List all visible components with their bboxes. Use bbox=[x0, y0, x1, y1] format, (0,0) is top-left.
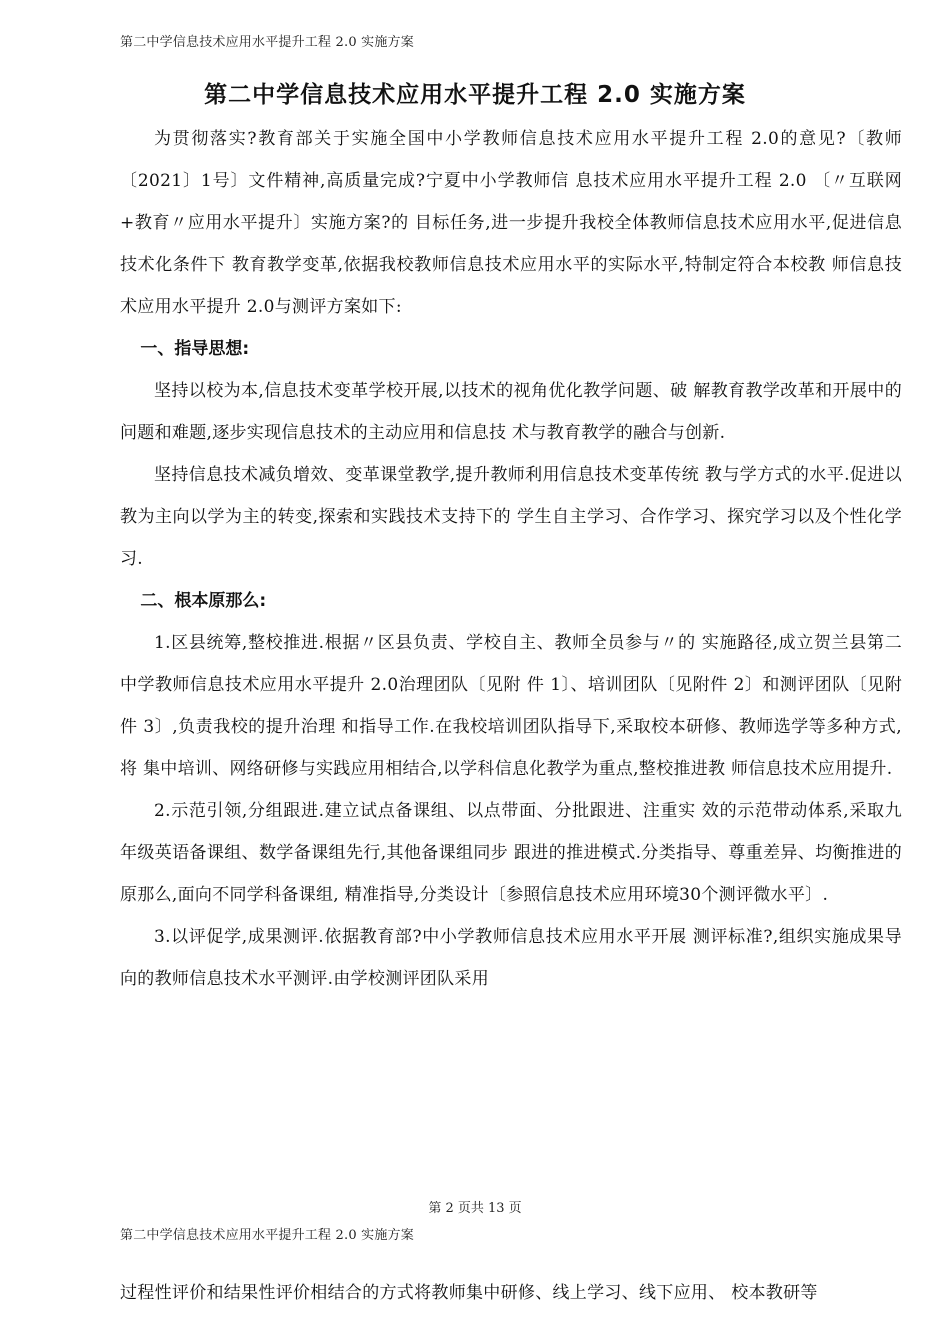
principle-item-2: 2.示范引领,分组跟进.建立试点备课组、以点带面、分批跟进、注重实 效的示范带动体系,采取九年级英语备课组、数学备课组先行,其他备课组同步 跟进的推进模式.分类指导、尊重差异、均衡推进的原那么,面向不同学科备课组, 精准指导,分类设计〔参照信息技术应用环境30个测评微水平〕. bbox=[120, 801, 902, 905]
principle-item-3: 3.以评促学,成果测评.依据教育部?中小学教师信息技术应用水平开展 测评标准?,组织实施成果导向的教师信息技术水平测评.由学校测评团队采用 bbox=[120, 927, 902, 989]
section-heading-guiding-ideology: 一、指导思想: bbox=[140, 339, 250, 359]
intro-paragraph: 为贯彻落实?教育部关于实施全国中小学教师信息技术应用水平提升工程 2.0的意见?〔教师〔2021〕1号〕文件精神,高质量完成?宁夏中小学教师信 息技术应用水平提升工程 2.0 〔〃互联网+教育〃应用水平提升〕实施方案?的 目标任务,进一步提升我校全体教师信息技术应用水平,促进信息技术化条件下 教育教学变革,依据我校教师信息技术应用水平的实际水平,特制定符合本校教 师信息技术应用水平提升 2.0与测评方案如下: bbox=[120, 129, 902, 317]
page-number-footer: 第 2 页共 13 页 bbox=[428, 1201, 522, 1216]
next-page-running-header: 第二中学信息技术应用水平提升工程 2.0 实施方案 bbox=[120, 1228, 414, 1243]
section-heading-basic-principles: 二、根本原那么: bbox=[140, 591, 267, 611]
document-title: 第二中学信息技术应用水平提升工程 2.0 实施方案 bbox=[204, 82, 746, 108]
next-page-first-line: 过程性评价和结果性评价相结合的方式将教师集中研修、线上学习、线下应用、 校本教研等 bbox=[120, 1283, 818, 1303]
section1-paragraph-1: 坚持以校为本,信息技术变革学校开展,以技术的视角优化教学问题、破 解教育教学改革和开展中的问题和难题,逐步实现信息技术的主动应用和信息技 术与教育教学的融合与创新. bbox=[120, 381, 902, 443]
next-page-body bbox=[120, 1272, 902, 1314]
principle-item-1: 1.区县统筹,整校推进.根据〃区县负责、学校自主、教师全员参与〃的 实施路径,成立贺兰县第二中学教师信息技术应用水平提升 2.0治理团队〔见附 件 1〕、培训团队〔见附件 2〕和测评团队〔见附件 3〕,负责我校的提升治理 和指导工作.在我校培训团队指导下,采取校本研修、教师选学等多种方式,将 集中培训、网络研修与实践应用相结合,以学科信息化教学为重点,整校推进教 师信息技术应用提升. bbox=[120, 633, 902, 779]
running-header: 第二中学信息技术应用水平提升工程 2.0 实施方案 bbox=[120, 35, 414, 50]
section1-paragraph-2: 坚持信息技术减负增效、变革课堂教学,提升教师利用信息技术变革传统 教与学方式的水平.促进以教为主向以学为主的转变,探索和实践技术支持下的 学生自主学习、合作学习、探究学习以及个性化学习. bbox=[120, 465, 902, 569]
document-body bbox=[120, 118, 902, 1000]
